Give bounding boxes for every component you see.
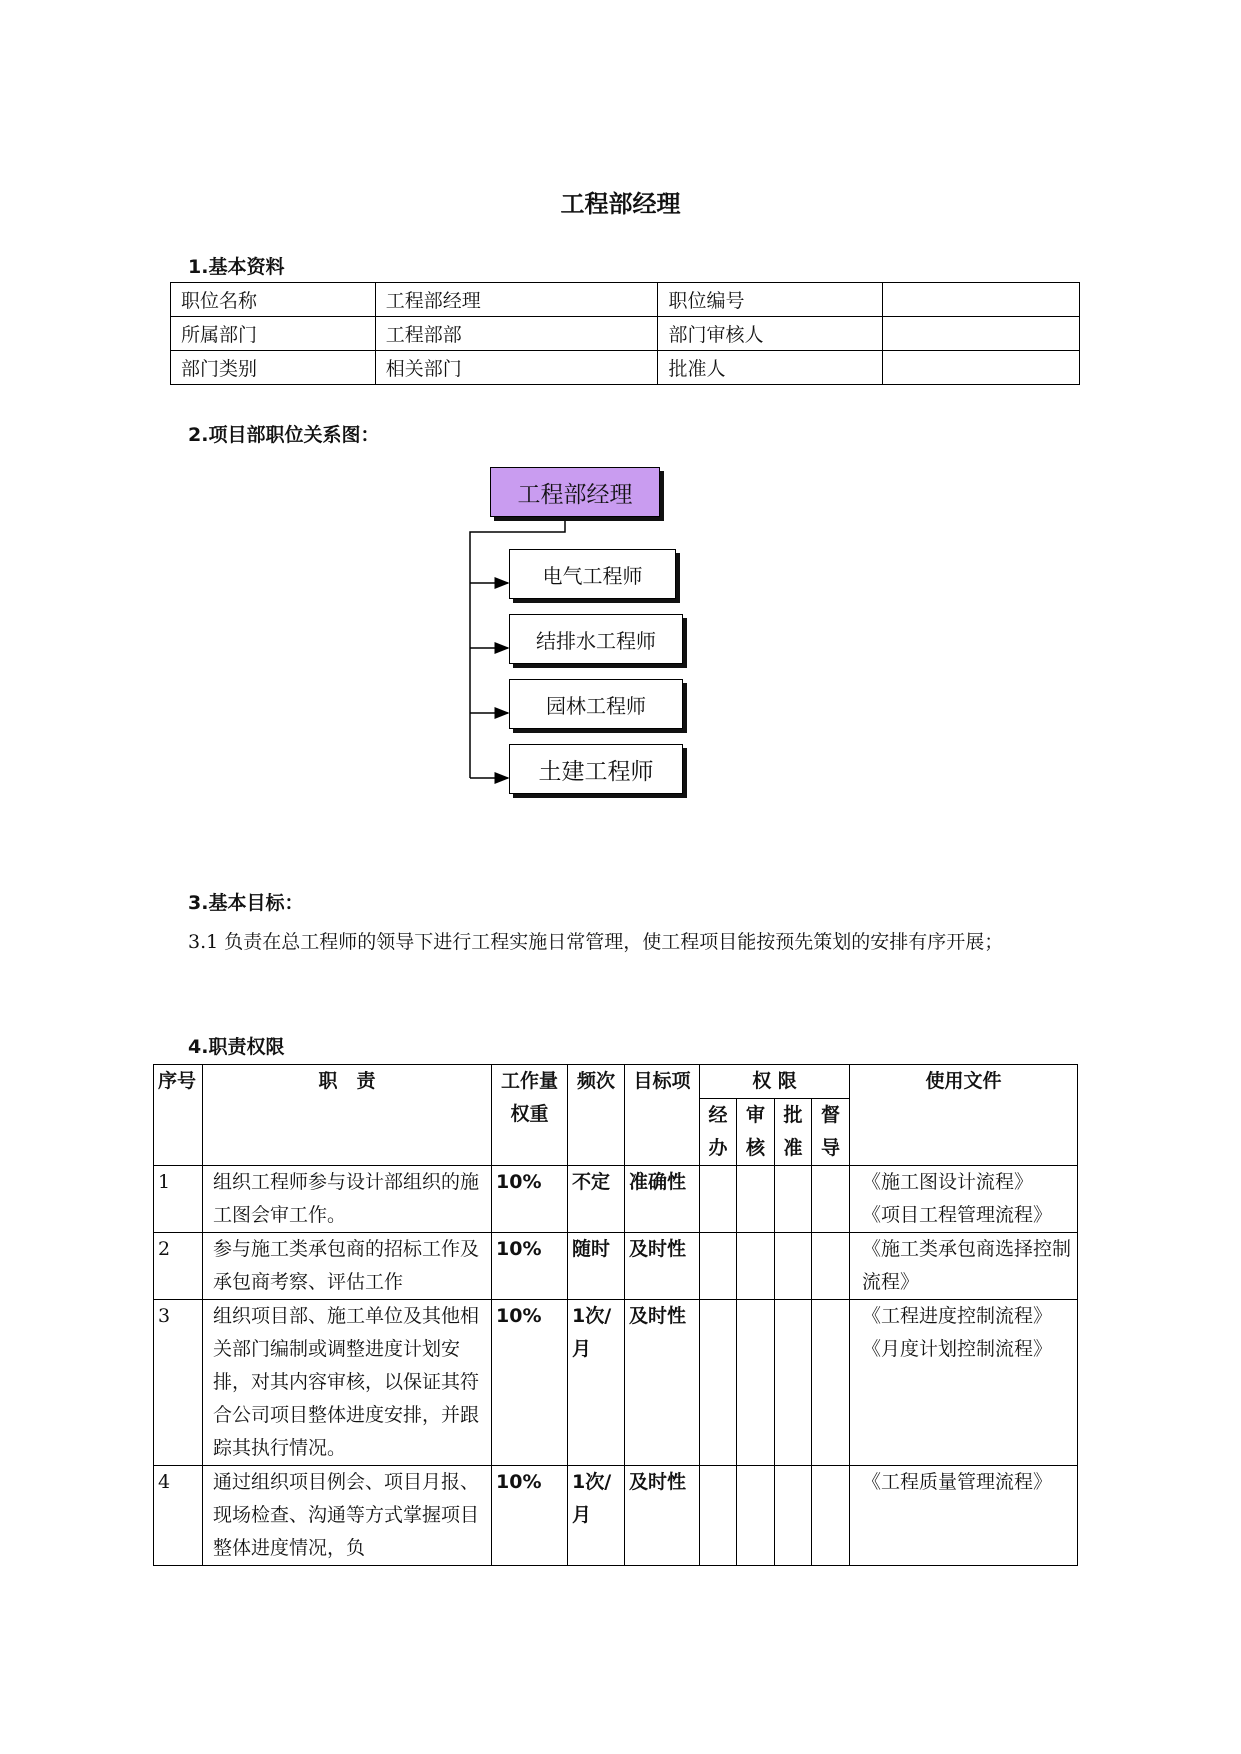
header-seq: 序号 bbox=[154, 1065, 203, 1166]
table-cell: 职位名称 bbox=[171, 283, 376, 317]
header-authority: 权 限 bbox=[700, 1065, 850, 1099]
table-cell: 相关部门 bbox=[375, 351, 658, 385]
doc-name: 《工程质量管理流程》 bbox=[862, 1471, 1053, 1493]
section-duties-heading: 4.职责权限 bbox=[188, 1036, 285, 1058]
cell-duty: 组织工程师参与设计部组织的施工图会审工作。 bbox=[203, 1166, 492, 1233]
doc-name: 《施工图设计流程》 bbox=[862, 1171, 1034, 1193]
table-cell: 工程部经理 bbox=[375, 283, 658, 317]
basic-info-table bbox=[170, 282, 1080, 385]
cell-seq: 2 bbox=[154, 1233, 203, 1300]
cell-target: 及时性 bbox=[625, 1233, 700, 1300]
cell-handle bbox=[700, 1300, 737, 1466]
cell-handle bbox=[700, 1466, 737, 1566]
page-title: 工程部经理 bbox=[560, 190, 681, 218]
org-node-child: 土建工程师 bbox=[509, 744, 683, 794]
table-cell: 工程部部 bbox=[375, 317, 658, 351]
cell-approve bbox=[775, 1300, 812, 1466]
table-row bbox=[171, 283, 1080, 317]
duty-table bbox=[153, 1064, 1078, 1566]
cell-weight: 10% bbox=[492, 1466, 568, 1566]
cell-supervise bbox=[812, 1233, 850, 1300]
cell-frequency: 1次/月 bbox=[568, 1300, 625, 1466]
table-cell bbox=[883, 283, 1080, 317]
doc-name: 《月度计划控制流程》 bbox=[862, 1338, 1053, 1360]
connector-trunk bbox=[470, 517, 565, 778]
header-approve: 批准 bbox=[775, 1099, 812, 1166]
cell-frequency: 随时 bbox=[568, 1233, 625, 1300]
cell-review bbox=[737, 1466, 775, 1566]
org-node-child: 园林工程师 bbox=[509, 679, 683, 729]
cell-weight: 10% bbox=[492, 1166, 568, 1233]
cell-docs bbox=[850, 1300, 1078, 1466]
cell-handle bbox=[700, 1233, 737, 1300]
table-cell: 部门审核人 bbox=[658, 317, 883, 351]
cell-target: 及时性 bbox=[625, 1466, 700, 1566]
cell-review bbox=[737, 1166, 775, 1233]
section-org-chart-heading: 2.项目部职位关系图： bbox=[188, 424, 380, 446]
org-node-child: 结排水工程师 bbox=[509, 614, 683, 664]
cell-weight: 10% bbox=[492, 1300, 568, 1466]
cell-approve bbox=[775, 1166, 812, 1233]
section-basic-goal-heading: 3.基本目标： bbox=[188, 892, 304, 914]
cell-seq: 3 bbox=[154, 1300, 203, 1466]
header-weight: 工作量权重 bbox=[492, 1065, 568, 1166]
cell-approve bbox=[775, 1233, 812, 1300]
table-row bbox=[154, 1166, 1078, 1233]
header-duty: 职 责 bbox=[203, 1065, 492, 1166]
cell-docs bbox=[850, 1166, 1078, 1233]
cell-duty: 组织项目部、施工单位及其他相关部门编制或调整进度计划安排，对其内容审核，以保证其符合公司项目整体进度安排，并跟踪其执行情况。 bbox=[203, 1300, 492, 1466]
basic-goal-text: 3.1 负责在总工程师的领导下进行工程实施日常管理，使工程项目能按预先策划的安排有序开展； bbox=[188, 931, 1004, 953]
doc-name: 《施工类承包商选择控制流程》 bbox=[862, 1238, 1072, 1293]
table-row bbox=[154, 1466, 1078, 1566]
cell-supervise bbox=[812, 1166, 850, 1233]
cell-supervise bbox=[812, 1300, 850, 1466]
cell-seq: 4 bbox=[154, 1466, 203, 1566]
cell-frequency: 不定 bbox=[568, 1166, 625, 1233]
header-review: 审核 bbox=[737, 1099, 775, 1166]
cell-target: 准确性 bbox=[625, 1166, 700, 1233]
table-row bbox=[171, 351, 1080, 385]
header-handle: 经办 bbox=[700, 1099, 737, 1166]
table-header-row bbox=[154, 1065, 1078, 1099]
cell-review bbox=[737, 1233, 775, 1300]
table-cell bbox=[883, 317, 1080, 351]
cell-frequency: 1次/月 bbox=[568, 1466, 625, 1566]
header-frequency: 频次 bbox=[568, 1065, 625, 1166]
cell-target: 及时性 bbox=[625, 1300, 700, 1466]
cell-docs bbox=[850, 1466, 1078, 1566]
table-row bbox=[154, 1300, 1078, 1466]
cell-seq: 1 bbox=[154, 1166, 203, 1233]
cell-docs bbox=[850, 1233, 1078, 1300]
cell-review bbox=[737, 1300, 775, 1466]
table-row bbox=[171, 317, 1080, 351]
cell-duty: 参与施工类承包商的招标工作及承包商考察、评估工作 bbox=[203, 1233, 492, 1300]
header-docs: 使用文件 bbox=[850, 1065, 1078, 1166]
section-basic-info-heading: 1.基本资料 bbox=[188, 256, 285, 278]
header-supervise: 督导 bbox=[812, 1099, 850, 1166]
cell-approve bbox=[775, 1466, 812, 1566]
table-cell: 所属部门 bbox=[171, 317, 376, 351]
org-node-root: 工程部经理 bbox=[490, 467, 660, 517]
org-node-child: 电气工程师 bbox=[509, 549, 676, 599]
table-row bbox=[154, 1233, 1078, 1300]
table-cell bbox=[883, 351, 1080, 385]
cell-handle bbox=[700, 1166, 737, 1233]
cell-supervise bbox=[812, 1466, 850, 1566]
table-cell: 批准人 bbox=[658, 351, 883, 385]
table-cell: 部门类别 bbox=[171, 351, 376, 385]
doc-name: 《项目工程管理流程》 bbox=[862, 1204, 1053, 1226]
doc-name: 《工程进度控制流程》 bbox=[862, 1305, 1053, 1327]
header-target: 目标项 bbox=[625, 1065, 700, 1166]
cell-weight: 10% bbox=[492, 1233, 568, 1300]
table-cell: 职位编号 bbox=[658, 283, 883, 317]
cell-duty: 通过组织项目例会、项目月报、现场检查、沟通等方式掌握项目整体进度情况，负 bbox=[203, 1466, 492, 1566]
